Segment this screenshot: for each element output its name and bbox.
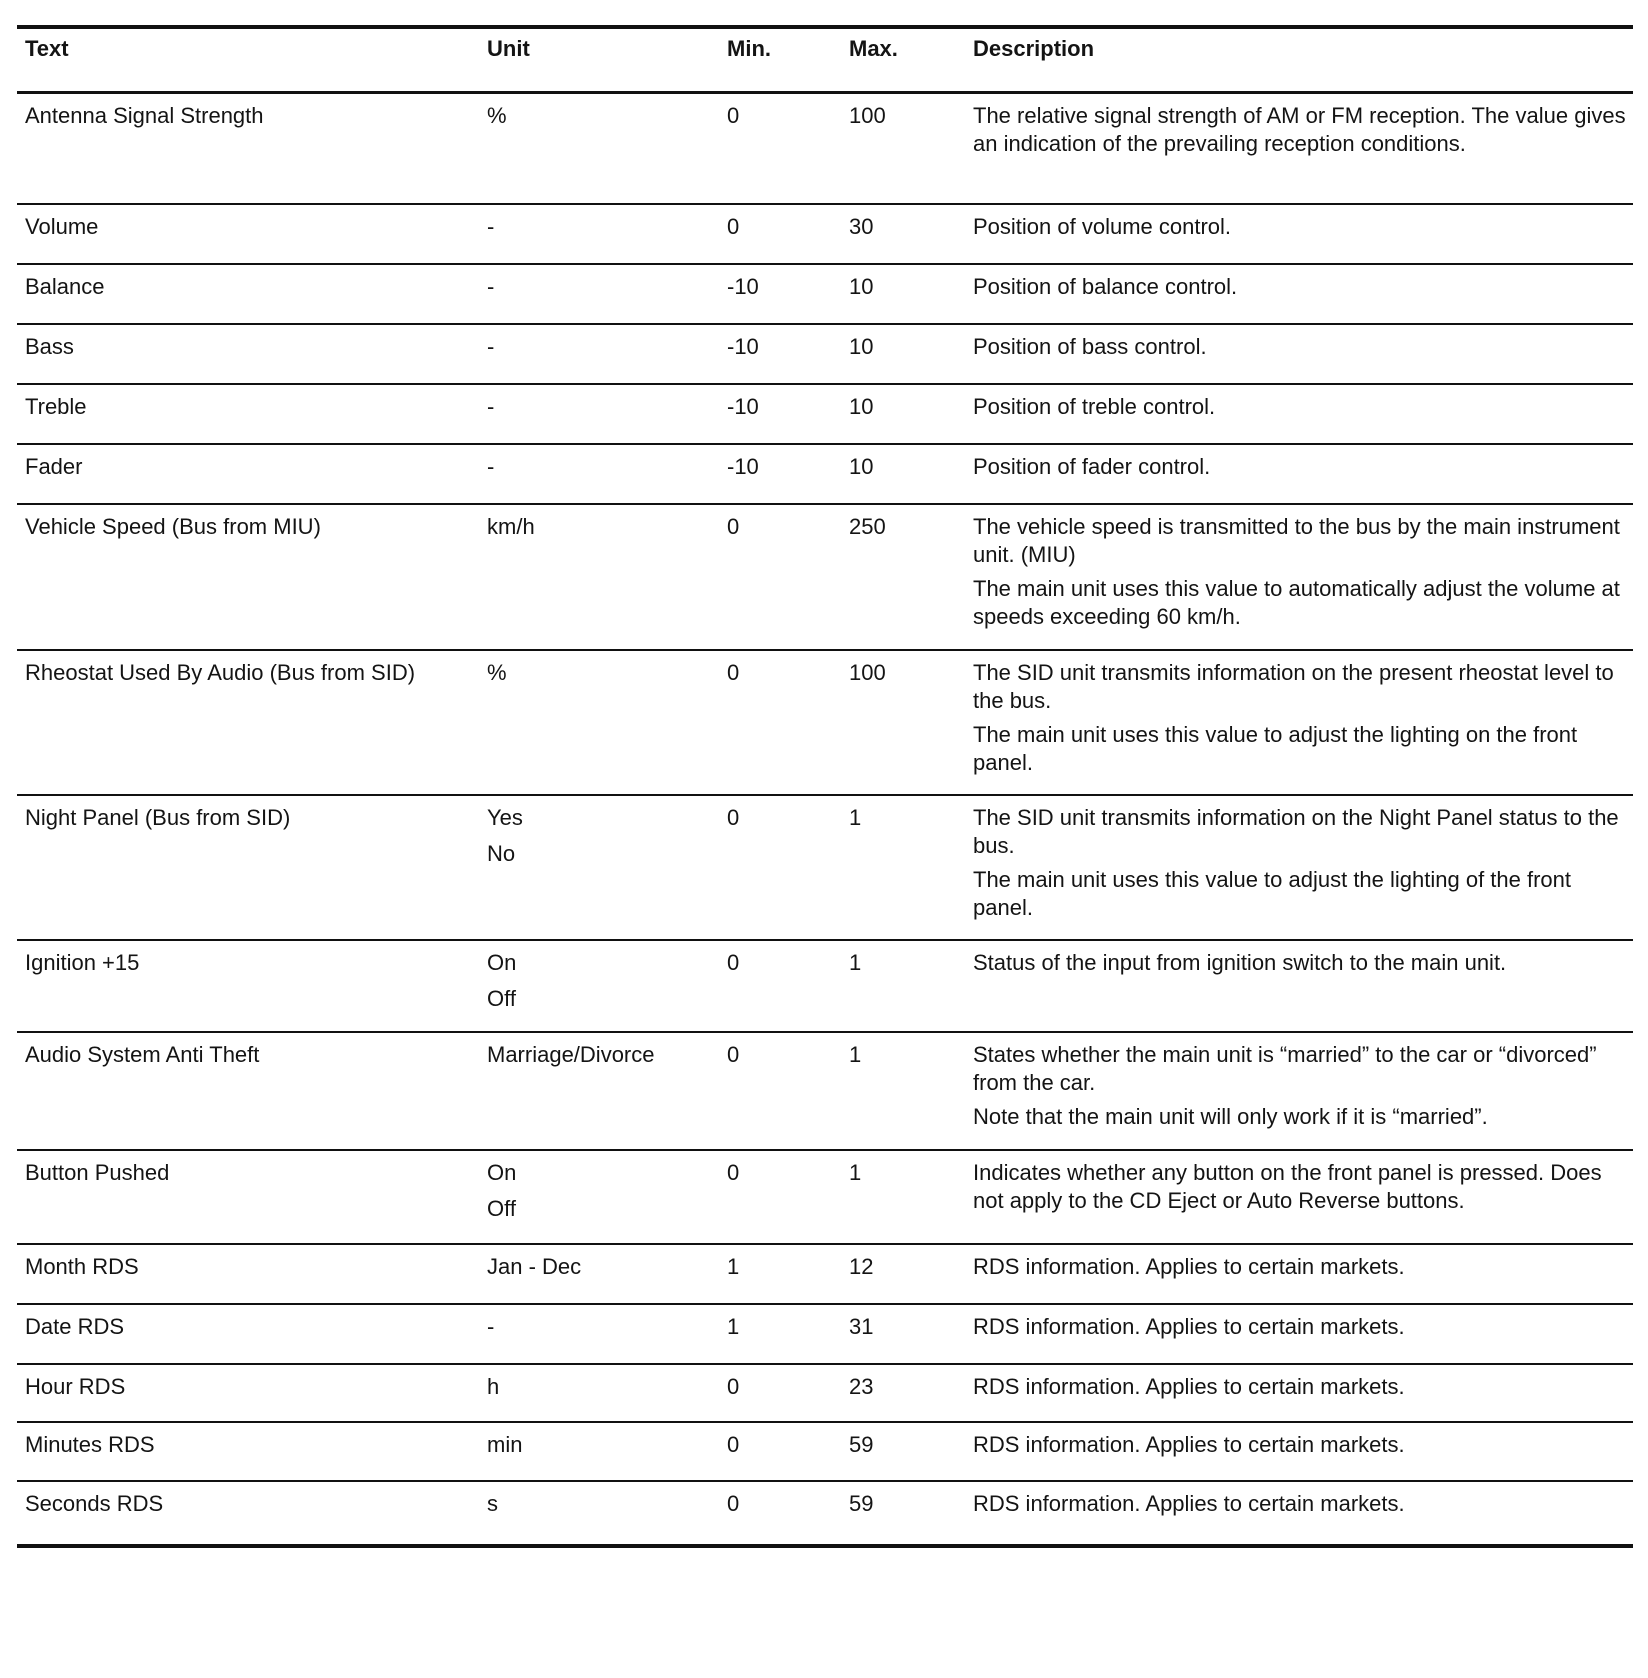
table-row xyxy=(17,1480,1633,1544)
cell-description xyxy=(965,1245,1633,1303)
cell-description xyxy=(965,1365,1633,1421)
cell-unit-value: Yes xyxy=(487,805,523,830)
cell-description-paragraph: Note that the main unit will only work if it is “married”. xyxy=(973,1104,1488,1129)
cell-min-value: -10 xyxy=(727,394,759,419)
table-row xyxy=(17,1303,1633,1363)
cell-description xyxy=(965,505,1633,649)
cell-max-value: 10 xyxy=(849,334,874,359)
cell-max xyxy=(841,205,965,263)
header-description: Description xyxy=(973,36,1095,61)
cell-unit-value: Jan - Dec xyxy=(487,1254,582,1279)
table-body xyxy=(17,91,1633,1544)
cell-text xyxy=(17,1245,479,1303)
cell-min xyxy=(719,1482,841,1544)
table-row xyxy=(17,1149,1633,1243)
cell-unit-value: % xyxy=(487,660,507,685)
cell-min xyxy=(719,505,841,649)
cell-unit xyxy=(479,796,719,939)
cell-unit-value: On xyxy=(487,950,517,975)
cell-description xyxy=(965,445,1633,503)
cell-text xyxy=(17,505,479,649)
cell-text xyxy=(17,1423,479,1480)
header-text: Text xyxy=(25,36,69,61)
cell-max-value: 31 xyxy=(849,1314,874,1339)
cell-min-value: 0 xyxy=(727,214,740,239)
cell-unit-value: - xyxy=(487,214,495,239)
cell-unit xyxy=(479,265,719,323)
cell-min-value: 0 xyxy=(727,660,740,685)
cell-text-value: Bass xyxy=(25,334,74,359)
cell-description-paragraph: Position of balance control. xyxy=(973,274,1238,299)
table-row xyxy=(17,1243,1633,1303)
cell-unit-value: Marriage/Divorce xyxy=(487,1042,655,1067)
table-row xyxy=(17,263,1633,323)
cell-text xyxy=(17,651,479,794)
cell-max xyxy=(841,941,965,1031)
cell-min xyxy=(719,94,841,203)
cell-unit-value: - xyxy=(487,274,495,299)
cell-unit xyxy=(479,941,719,1031)
table-row xyxy=(17,649,1633,794)
cell-text xyxy=(17,1365,479,1421)
cell-unit-value: - xyxy=(487,334,495,359)
cell-description-paragraph: The SID unit transmits information on the Night Panel status to the bus. xyxy=(973,805,1619,858)
cell-unit xyxy=(479,1365,719,1421)
cell-description-paragraph: RDS information. Applies to certain markets. xyxy=(973,1254,1405,1279)
table-header-row xyxy=(17,25,1633,91)
cell-min xyxy=(719,1305,841,1363)
cell-description-paragraph: Position of volume control. xyxy=(973,214,1232,239)
cell-max xyxy=(841,325,965,383)
cell-min-value: 1 xyxy=(727,1254,740,1279)
table-row xyxy=(17,503,1633,649)
cell-text xyxy=(17,385,479,443)
cell-min xyxy=(719,325,841,383)
cell-description-paragraph: RDS information. Applies to certain markets. xyxy=(973,1374,1405,1399)
cell-max xyxy=(841,1151,965,1243)
cell-description-paragraph: Position of bass control. xyxy=(973,334,1207,359)
cell-text xyxy=(17,445,479,503)
cell-description xyxy=(965,1305,1633,1363)
cell-max xyxy=(841,445,965,503)
cell-unit xyxy=(479,385,719,443)
cell-text-value: Treble xyxy=(25,394,87,419)
cell-text xyxy=(17,1151,479,1243)
cell-unit xyxy=(479,1482,719,1544)
cell-description-paragraph: Position of treble control. xyxy=(973,394,1216,419)
parameter-table xyxy=(17,25,1633,1548)
cell-unit-value: Off xyxy=(487,1196,516,1221)
table-row xyxy=(17,91,1633,203)
cell-unit-value: - xyxy=(487,454,495,479)
cell-text-value: Seconds RDS xyxy=(25,1491,164,1516)
cell-min-value: 0 xyxy=(727,1160,740,1185)
table-row xyxy=(17,323,1633,383)
cell-max-value: 30 xyxy=(849,214,874,239)
table-row xyxy=(17,1031,1633,1149)
cell-unit-value: No xyxy=(487,841,516,866)
cell-min-value: -10 xyxy=(727,454,759,479)
table-row xyxy=(17,443,1633,503)
cell-unit xyxy=(479,1151,719,1243)
cell-description xyxy=(965,651,1633,794)
cell-max xyxy=(841,796,965,939)
cell-description-paragraph: Status of the input from ignition switch to the main unit. xyxy=(973,950,1507,975)
cell-max xyxy=(841,94,965,203)
cell-min-value: -10 xyxy=(727,274,759,299)
cell-description-paragraph: The main unit uses this value to adjust the lighting on the front panel. xyxy=(973,722,1578,775)
cell-text-value: Ignition +15 xyxy=(25,950,140,975)
cell-description-paragraph: Position of fader control. xyxy=(973,454,1211,479)
cell-unit-value: - xyxy=(487,1314,495,1339)
cell-min-value: 0 xyxy=(727,1374,740,1399)
cell-description xyxy=(965,941,1633,1031)
cell-min xyxy=(719,265,841,323)
cell-max xyxy=(841,1365,965,1421)
cell-description xyxy=(965,265,1633,323)
cell-text xyxy=(17,325,479,383)
cell-unit xyxy=(479,205,719,263)
cell-text-value: Volume xyxy=(25,214,99,239)
cell-text xyxy=(17,94,479,203)
cell-unit-value: h xyxy=(487,1374,500,1399)
table-row xyxy=(17,203,1633,263)
cell-unit xyxy=(479,1033,719,1149)
cell-text-value: Audio System Anti Theft xyxy=(25,1042,260,1067)
cell-text-value: Fader xyxy=(25,454,83,479)
cell-description-paragraph: The main unit uses this value to adjust the lighting of the front panel. xyxy=(973,867,1572,920)
cell-max xyxy=(841,265,965,323)
cell-unit xyxy=(479,445,719,503)
cell-text xyxy=(17,1033,479,1149)
cell-text-value: Rheostat Used By Audio (Bus from SID) xyxy=(25,660,416,685)
cell-unit xyxy=(479,94,719,203)
cell-text-value: Date RDS xyxy=(25,1314,125,1339)
cell-max xyxy=(841,505,965,649)
cell-max xyxy=(841,1033,965,1149)
cell-text-value: Hour RDS xyxy=(25,1374,126,1399)
cell-description-paragraph: Indicates whether any button on the front panel is pressed. Does not apply to the CD Eject or Auto Reverse buttons. xyxy=(973,1160,1602,1213)
cell-max-value: 1 xyxy=(849,950,862,975)
cell-description xyxy=(965,796,1633,939)
cell-max xyxy=(841,1482,965,1544)
header-min: Min. xyxy=(727,36,771,61)
cell-unit-value: min xyxy=(487,1432,523,1457)
cell-min-value: 0 xyxy=(727,1042,740,1067)
cell-min xyxy=(719,941,841,1031)
cell-min-value: 0 xyxy=(727,103,740,128)
cell-description-paragraph: RDS information. Applies to certain markets. xyxy=(973,1314,1405,1339)
cell-min xyxy=(719,796,841,939)
cell-min xyxy=(719,1151,841,1243)
cell-max-value: 12 xyxy=(849,1254,874,1279)
cell-min xyxy=(719,445,841,503)
cell-text xyxy=(17,1482,479,1544)
cell-min xyxy=(719,1033,841,1149)
cell-description-paragraph: The relative signal strength of AM or FM reception. The value gives an indication of the prevailing reception conditions. xyxy=(973,103,1626,156)
cell-max-value: 1 xyxy=(849,805,862,830)
cell-unit-value: km/h xyxy=(487,514,535,539)
cell-max-value: 10 xyxy=(849,454,874,479)
cell-text xyxy=(17,796,479,939)
cell-description xyxy=(965,1033,1633,1149)
cell-unit-value: s xyxy=(487,1491,498,1516)
cell-unit-value: - xyxy=(487,394,495,419)
cell-max xyxy=(841,1423,965,1480)
cell-min xyxy=(719,205,841,263)
cell-max-value: 1 xyxy=(849,1160,862,1185)
cell-min-value: 0 xyxy=(727,950,740,975)
cell-text-value: Button Pushed xyxy=(25,1160,170,1185)
table-bottom-rule xyxy=(17,1544,1633,1548)
cell-min-value: 0 xyxy=(727,514,740,539)
cell-max-value: 250 xyxy=(849,514,886,539)
cell-max-value: 10 xyxy=(849,274,874,299)
cell-max-value: 100 xyxy=(849,660,886,685)
cell-max xyxy=(841,1305,965,1363)
cell-text-value: Antenna Signal Strength xyxy=(25,103,264,128)
cell-description-paragraph: The vehicle speed is transmitted to the bus by the main instrument unit. (MIU) xyxy=(973,514,1620,567)
cell-description xyxy=(965,1151,1633,1243)
cell-min xyxy=(719,651,841,794)
cell-unit xyxy=(479,505,719,649)
cell-min-value: -10 xyxy=(727,334,759,359)
cell-max-value: 59 xyxy=(849,1491,874,1516)
cell-unit xyxy=(479,1423,719,1480)
cell-unit xyxy=(479,1305,719,1363)
cell-unit-value: On xyxy=(487,1160,517,1185)
cell-text-value: Month RDS xyxy=(25,1254,139,1279)
table-row xyxy=(17,939,1633,1031)
cell-description xyxy=(965,1482,1633,1544)
cell-min xyxy=(719,1423,841,1480)
cell-unit-value: Off xyxy=(487,986,516,1011)
table-row xyxy=(17,794,1633,939)
table-row xyxy=(17,1421,1633,1480)
cell-min-value: 0 xyxy=(727,1432,740,1457)
cell-description xyxy=(965,205,1633,263)
cell-min xyxy=(719,1365,841,1421)
cell-text-value: Vehicle Speed (Bus from MIU) xyxy=(25,514,321,539)
cell-max-value: 10 xyxy=(849,394,874,419)
cell-description xyxy=(965,1423,1633,1480)
cell-max xyxy=(841,385,965,443)
cell-max-value: 59 xyxy=(849,1432,874,1457)
cell-text xyxy=(17,941,479,1031)
cell-unit-value: % xyxy=(487,103,507,128)
cell-min-value: 0 xyxy=(727,805,740,830)
cell-max-value: 23 xyxy=(849,1374,874,1399)
cell-min xyxy=(719,1245,841,1303)
cell-description-paragraph: RDS information. Applies to certain markets. xyxy=(973,1432,1405,1457)
cell-text-value: Night Panel (Bus from SID) xyxy=(25,805,291,830)
cell-description xyxy=(965,94,1633,203)
header-unit: Unit xyxy=(487,36,530,61)
table-row xyxy=(17,1363,1633,1421)
cell-description-paragraph: The main unit uses this value to automatically adjust the volume at speeds exceeding 60 km/h. xyxy=(973,576,1620,629)
cell-max-value: 1 xyxy=(849,1042,862,1067)
cell-unit xyxy=(479,1245,719,1303)
cell-max xyxy=(841,1245,965,1303)
cell-min xyxy=(719,385,841,443)
cell-description-paragraph: RDS information. Applies to certain markets. xyxy=(973,1491,1405,1516)
cell-max xyxy=(841,651,965,794)
cell-text xyxy=(17,205,479,263)
cell-text-value: Minutes RDS xyxy=(25,1432,155,1457)
cell-description-paragraph: States whether the main unit is “married” to the car or “divorced” from the car. xyxy=(973,1042,1597,1095)
cell-min-value: 1 xyxy=(727,1314,740,1339)
cell-description xyxy=(965,385,1633,443)
cell-text xyxy=(17,265,479,323)
cell-text-value: Balance xyxy=(25,274,105,299)
header-max: Max. xyxy=(849,36,898,61)
cell-min-value: 0 xyxy=(727,1491,740,1516)
cell-unit xyxy=(479,325,719,383)
cell-unit xyxy=(479,651,719,794)
table-row xyxy=(17,383,1633,443)
cell-text xyxy=(17,1305,479,1363)
cell-description-paragraph: The SID unit transmits information on the present rheostat level to the bus. xyxy=(973,660,1614,713)
cell-max-value: 100 xyxy=(849,103,886,128)
cell-description xyxy=(965,325,1633,383)
